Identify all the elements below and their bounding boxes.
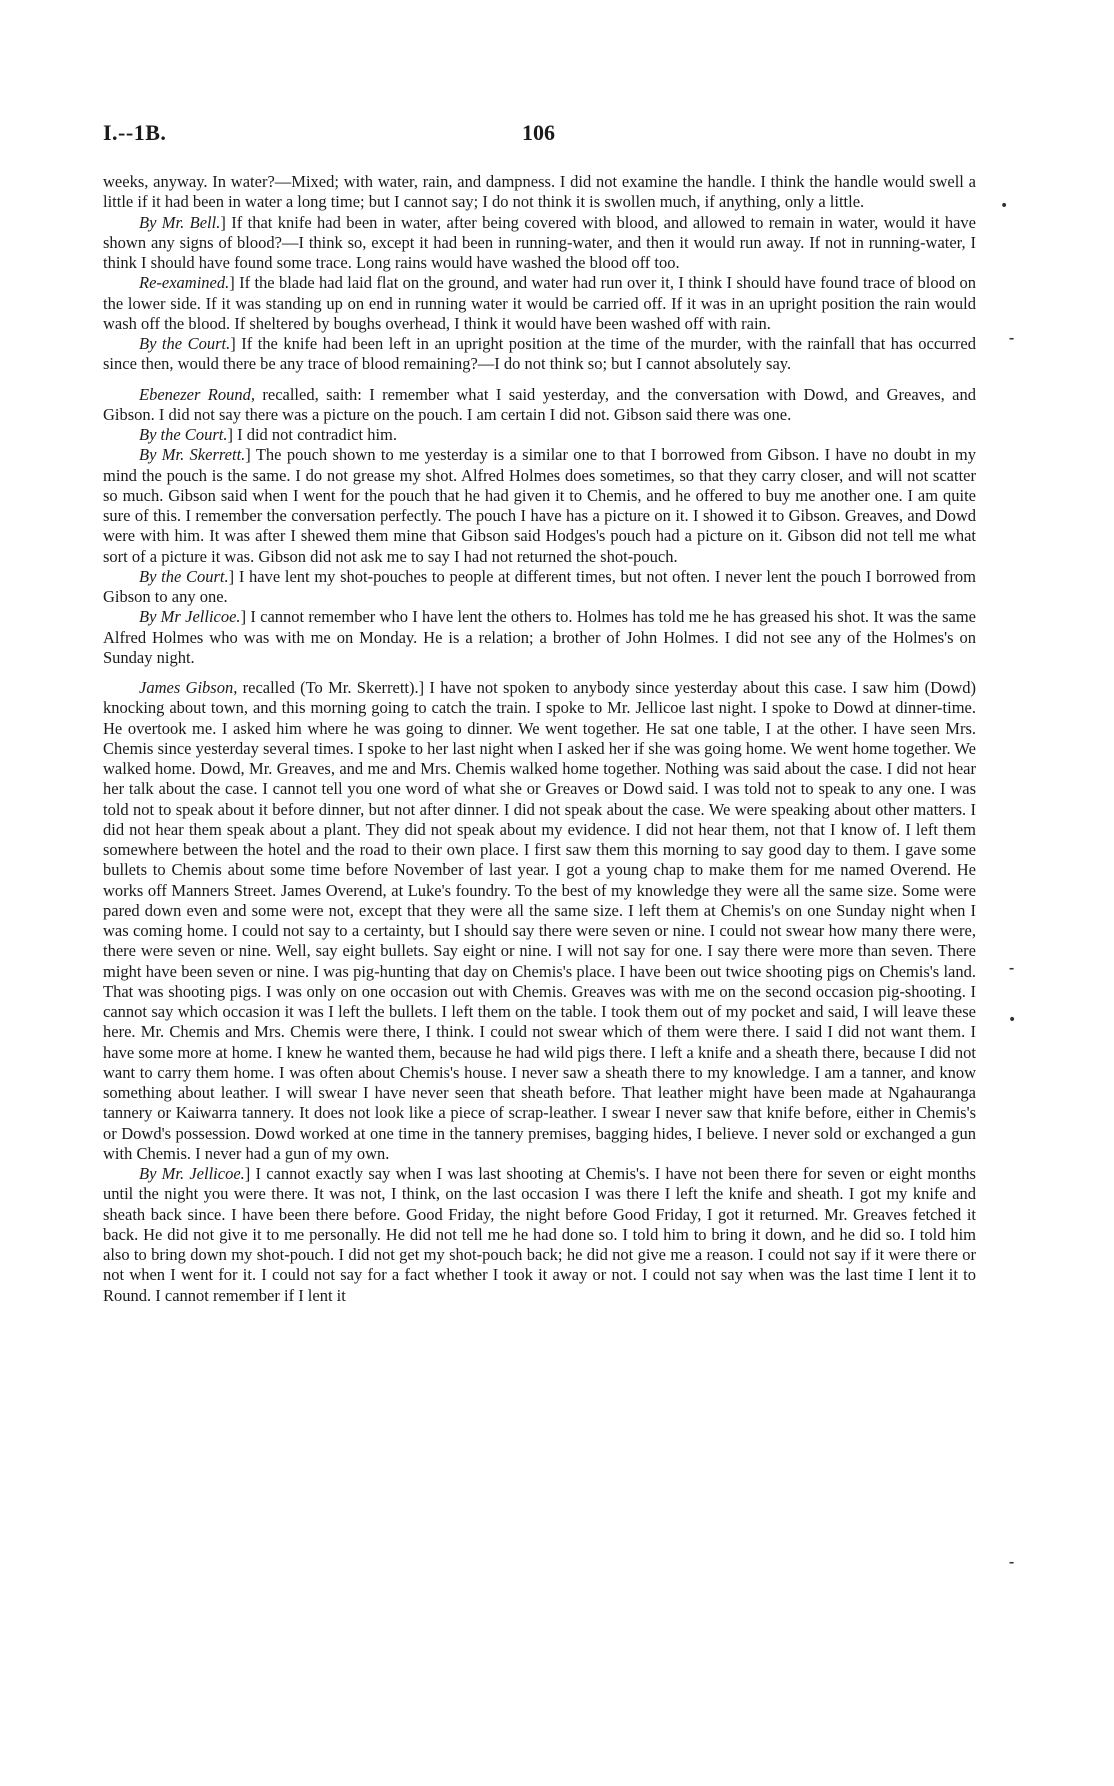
paragraph (103, 607, 976, 668)
paragraph-text: ] If the blade had laid flat on the ground, and water had run over it, I think I should have found trace of blood on the lower side. If it was standing up on end in running water it would be carried off. If it was in an upright position the rain would wash off the blood. If sheltered by boughs overhead, I think it would have been washed off with rain. (103, 273, 976, 333)
paragraph-text: ] I did not contradict him. (227, 425, 397, 444)
paragraph (103, 445, 976, 567)
paragraph-text: ] I cannot remember who I have lent the others to. Holmes has told me he has greased his shot. It was the same Alfred Holmes who was with me on Monday. He is a relation; a brother of John Holmes. I did not see any of the Holmes's on Sunday night. (103, 607, 976, 667)
paragraph-lead: By the Court. (139, 425, 228, 444)
paragraph-lead: By the Court. (139, 566, 229, 586)
paragraph (103, 678, 976, 1164)
page-header (103, 120, 974, 156)
paragraph-text: ] If that knife had been in water, after being covered with blood, and allowed to remain in water, would it have shown any signs of blood?—I think so, except it had been in running-water, and then it would run away. If not in running-water, I think I should have found some trace. Long rains would have washed the blood off too. (103, 212, 976, 272)
document-reference: I.--1B. (103, 120, 167, 145)
paragraph (103, 213, 976, 274)
paragraph (103, 1164, 976, 1306)
paragraph-lead: Re-examined. (139, 273, 230, 293)
margin-mark: ⁃ (1008, 962, 1015, 978)
paragraph-lead: James Gibson, (139, 678, 238, 697)
paragraph-lead: By Mr. Bell. (139, 212, 221, 232)
paragraph-lead: By the Court. (139, 334, 231, 353)
paragraph-text: weeks, anyway. In water?—Mixed; with water, rain, and dampness. I did not examine the handle. I think the handle would swell a little if it had been in water a long time; but I cannot say; I do not think it is swollen much, if anything, only a little. (103, 172, 976, 212)
paragraph (103, 425, 976, 445)
paragraph-text: ] If the knife had been left in an upright position at the time of the murder, with the rainfall that has occurred since then, would there be any trace of blood remaining?—I do not think so; but I cannot absolutely say. (103, 334, 976, 374)
paragraph-lead: By Mr. Skerrett. (139, 445, 246, 465)
paragraph-text: ] I have lent my shot-pouches to people at different times, but not often. I never lent the pouch I borrowed from Gibson to any one. (103, 566, 976, 606)
page-number: 106 (522, 120, 555, 145)
paragraph (103, 273, 976, 334)
paragraph-text: ] The pouch shown to me yesterday is a similar one to that I borrowed from Gibson. I have no doubt in my mind the pouch is the same. I do not grease my shot. Alfred Holmes does sometimes, so that they carry closer, and will not scatter so much. Gibson said when I went for the pouch that he had given it to Chemis, and he offered to buy me another one. I am quite sure of this. I remember the conversation perfectly. The pouch I have has a picture on it. I showed it to Gibson. Greaves, and Dowd were with him. It was after I shewed them mine that Gibson said Hodges's pouch had a picture on it. Gibson did not tell me what sort of a picture it was. Gibson did not ask me to say I had not returned the shot-pouch. (103, 445, 977, 566)
paragraph-lead: By Mr Jellicoe. (139, 607, 241, 627)
body-text (103, 172, 976, 1306)
paragraph-text: recalled, saith: I remember what I said yesterday, and the conversation with Dowd, and Greaves, and Gibson. I did not say there was a picture on the pouch. I am certain I did not. Gibson said there was one. (103, 384, 976, 424)
paragraph (103, 567, 976, 608)
paragraph (103, 172, 976, 213)
paragraph (103, 334, 976, 375)
margin-mark: ⁃ (1008, 332, 1015, 348)
margin-mark: ⁃ (1008, 1556, 1015, 1572)
paragraph-lead: By Mr. Jellicoe. (139, 1164, 245, 1183)
paragraph-text: recalled (To Mr. Skerrett).] I have not spoken to anybody since yesterday about this case. I saw him (Dowd) knocking about town, and this morning going to catch the train. I spoke to Mr. Jellicoe last night. I spoke to Dowd at dinner-time. He overtook me. I asked him where he was going to dinner. We went together. He sat one table, I at the other. I have seen Mrs. Chemis since yesterday several times. I spoke to her last night when I asked her if she was going home. We went home together. We walked home. Dowd, Mr. Greaves, and me and Mrs. Chemis walked home together. Nothing was said about the case. I did not hear her talk about the case. I cannot tell you one word of what she or Greaves or Dowd said. I was told not to speak to any one. I was told not to speak about it before dinner, but not after dinner. I did not speak about the case. We were speaking about other matters. I did not hear them speak about a plant. They did not speak about my evidence. I did not hear them, not that I know of. I left them somewhere between the hotel and the road to their own place. I first saw them this morning to say good day to them. I gave some bullets to Chemis about some time before November of last year. I got a young chap to make them for me named Overend. He works off Manners Street. James Overend, at Luke's foundry. To the best of my knowledge they were all the same size. Some were pared down even and some were not, except that they were all the same size. I left them at Chemis's on one Sunday night when I was coming home. I could not say to a certainty, but I should say there were seven or nine. I could not swear how many there were, there were seven or nine. Well, say eight bullets. Say eight or nine. I will not say for one. I say there were more than seven. There might have been seven or nine. I was pig-hunting that day on Chemis's place. I have been out twice shooting pigs on Chemis's land. That was shooting pigs. I was only on one occasion out with Chemis. Greaves was with me on the second occasion pig-shooting. I cannot say which occasion it was I left the bullets. I left them on the table. I took them out of my pocket and said, I will leave these here. Mr. Chemis and Mrs. Chemis were there, I think. I could not swear which of them were there. I said I did not want them. I have some more at home. I knew he wanted them, because he had wild pigs there. I left a knife and a sheath there, because I did not want to carry them home. I was often about Chemis's house. I never saw a sheath there to my knowledge. I am a tanner, and know something about leather. I will swear I have never seen that sheath before. That leather might have been made at Ngahauranga tannery or Kaiwarra tannery. It does not look like a piece of scrap-leather. I swear I never saw that knife before, either in Chemis's or Dowd's possession. Dowd worked at one time in the tannery premises, bagging hides, I believe. I never sold or exchanged a gun with Chemis. I never had a gun of my own. (103, 678, 976, 1163)
paragraph-text: ] I cannot exactly say when I was last shooting at Chemis's. I have not been there for seven or eight months until the night you were there. It was not, I think, on the last occasion I was there I left the knife and sheath. I got my knife and sheath back since. I have been there before. Good Friday, the night before Good Friday, I got it returned. Mr. Greaves fetched it back. He did not give it to me personally. He did not tell me he had done so. I told him to bring it down, and he did so. I told him also to bring down my shot-pouch. I did not get my shot-pouch back; he did not give me a reason. I could not say if it were there or not when I went for it. I could not say for a fact whether I took it away or not. I could not say when was the last time I lent it to Round. I cannot remember if I lent it (103, 1164, 976, 1305)
paragraph-lead: Ebenezer Round, (139, 384, 255, 404)
margin-mark: • (1008, 1012, 1017, 1028)
paragraph (103, 385, 976, 426)
margin-mark: • (1000, 198, 1009, 214)
